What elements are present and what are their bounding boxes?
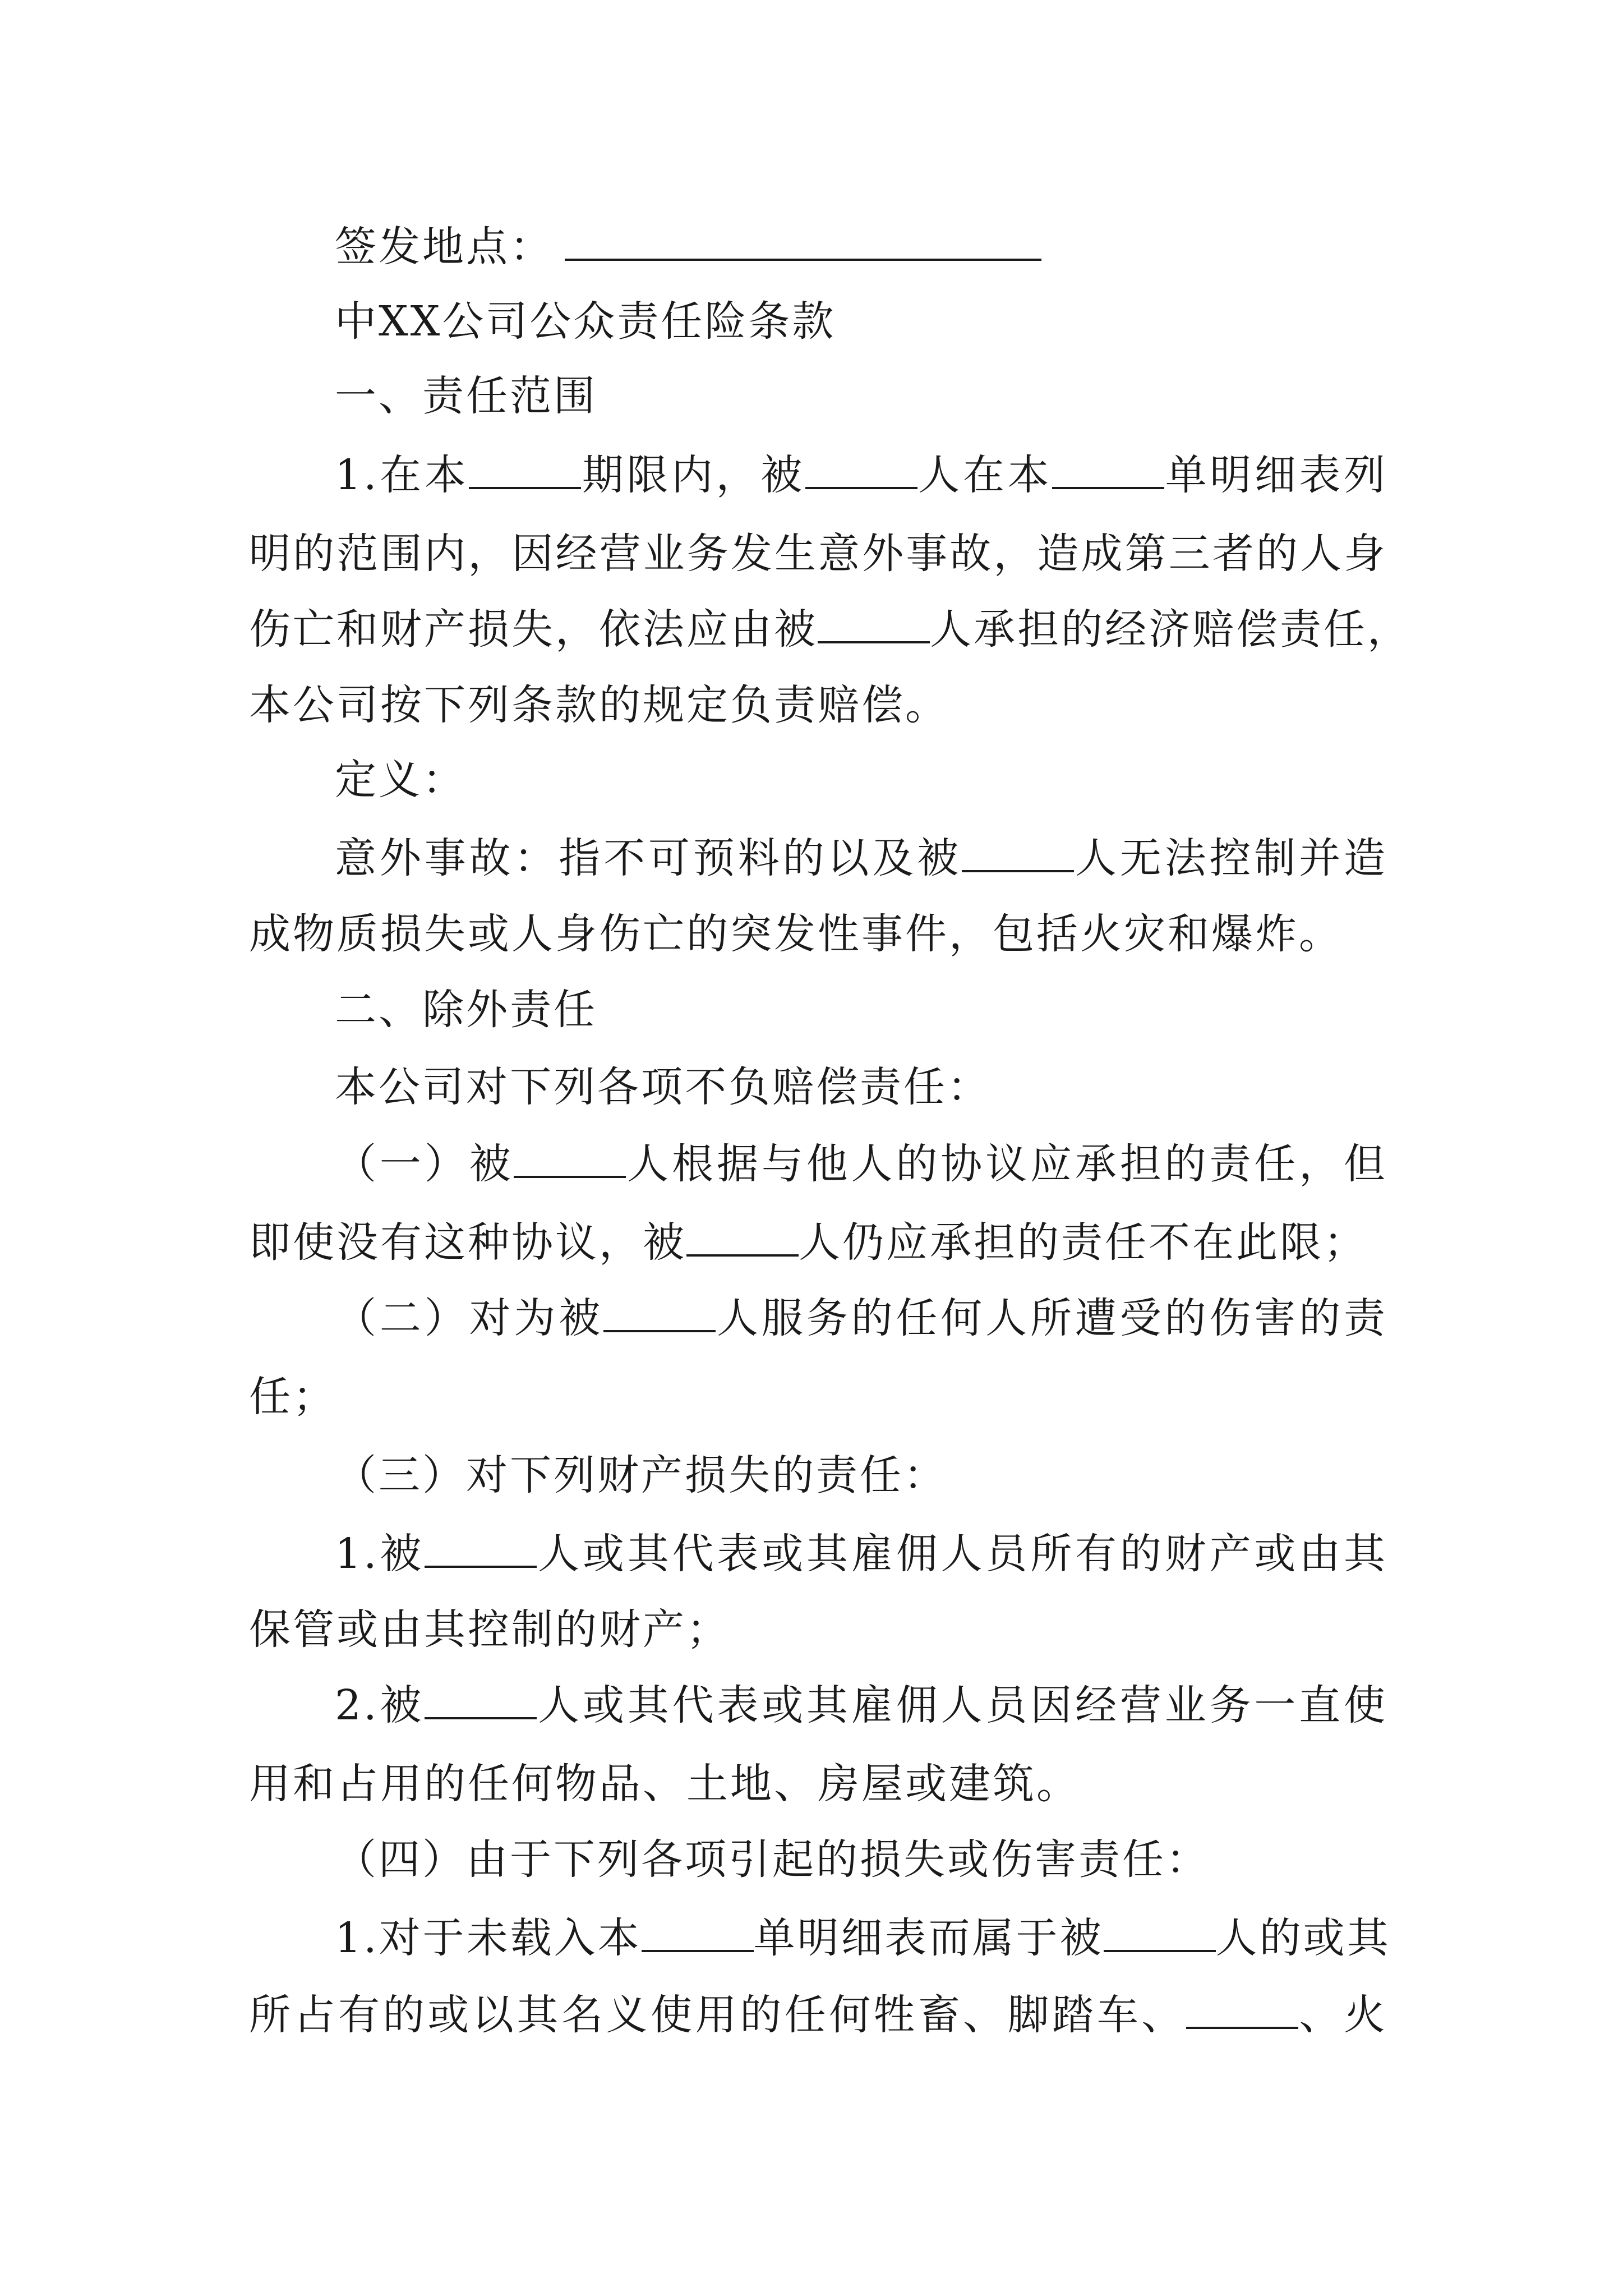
text-line [249,1745,1387,1823]
line-text: 1.在本 [335,451,469,499]
fill-in-blank [686,1221,799,1257]
line-text: 人服务的任何人所遭受的伤害的责 [716,1294,1388,1342]
line-text: 单明细表列 [1164,451,1388,499]
text-line [335,1820,1387,1899]
text-line [249,514,1387,593]
text-line [249,1358,1387,1436]
line-text: 单明细表而属于被 [753,1914,1104,1962]
text-line [249,895,1387,973]
line-text: 所占有的或以其名义使用的任何牲畜、脚踏车、 [249,1991,1186,2039]
text-line [249,1590,1387,1669]
line-text: 人或其代表或其雇佣人员所有的财产或由其 [537,1530,1387,1578]
line-text: 人仍应承担的责任不在此限； [799,1218,1367,1267]
text-line [335,1125,1387,1203]
line-text: 成物质损失或人身伤亡的突发性事件，包括火灾和爆炸。 [249,910,1343,958]
line-text: 人无法控制并造 [1074,834,1387,882]
text-line [335,1899,1391,1977]
text-line [335,208,1387,286]
line-text: 即使没有这种协议，被 [249,1218,686,1267]
fill-in-blank [805,453,917,489]
line-text: 人在本 [917,451,1053,499]
line-text: （二）对为被 [335,1294,604,1342]
text-line [335,970,1387,1049]
text-line [335,282,1387,361]
line-text: 人承担的经济赔偿责任， [930,605,1411,654]
text-line [335,1279,1387,1358]
line-text: 本公司对下列各项不负赔偿责任： [335,1063,991,1111]
line-text: 伤亡和财产损失，依法应由被 [249,605,818,654]
line-text: （一）被 [335,1140,514,1188]
line-text: 意外事故：指不可预料的以及被 [335,834,962,882]
text-line [249,1976,1387,2054]
fill-in-blank [642,1916,754,1952]
text-line [249,1203,1387,1282]
line-text: 二、除外责任 [335,986,597,1034]
line-text: 中XX公司公众责任险条款 [335,297,836,346]
line-text: 明的范围内，因经营业务发生意外事故，造成第三者的人身 [249,530,1387,578]
text-line [335,740,1387,819]
line-text: 、火 [1298,1991,1388,2039]
fill-in-blank [565,225,1041,261]
line-text: 任； [249,1373,336,1421]
text-line [335,357,1387,435]
line-text: 本公司按下列条款的规定负责赔偿。 [249,681,949,729]
text-line [335,1515,1387,1593]
text-line [335,1048,1387,1126]
line-text: （三）对下列财产损失的责任： [335,1451,947,1499]
text-line [335,819,1387,898]
text-line [249,590,1411,669]
fill-in-blank [1052,453,1164,489]
text-line [335,436,1387,514]
line-text: 人根据与他人的协议应承担的责任，但 [626,1140,1388,1188]
line-text: 2.被 [335,1681,425,1729]
text-line [249,666,1387,744]
fill-in-blank [425,1683,537,1719]
fill-in-blank [962,836,1074,872]
line-text: 1.被 [335,1530,425,1578]
fill-in-blank [603,1296,716,1332]
line-text: （四）由于下列各项引起的损失或伤害责任： [335,1835,1210,1884]
text-line [335,1436,1387,1515]
line-text: 人或其代表或其雇佣人员因经营业务一直使 [537,1681,1387,1729]
line-text: 1.对于未载入本 [335,1914,642,1962]
fill-in-blank [1186,1993,1298,2029]
fill-in-blank [469,453,581,489]
line-text: 签发地点： [335,223,554,271]
line-text: 保管或由其控制的财产； [249,1605,730,1654]
text-line [335,1666,1387,1745]
fill-in-blank [818,608,930,643]
line-text: 用和占用的任何物品、土地、房屋或建筑。 [249,1760,1080,1808]
line-text: 人的或其 [1215,1914,1391,1962]
line-text: 一、责任范围 [335,372,597,420]
fill-in-blank [514,1142,626,1178]
line-text: 定义： [335,756,466,804]
line-text: 期限内，被 [581,451,805,499]
fill-in-blank [1104,1916,1216,1952]
fill-in-blank [425,1532,537,1568]
